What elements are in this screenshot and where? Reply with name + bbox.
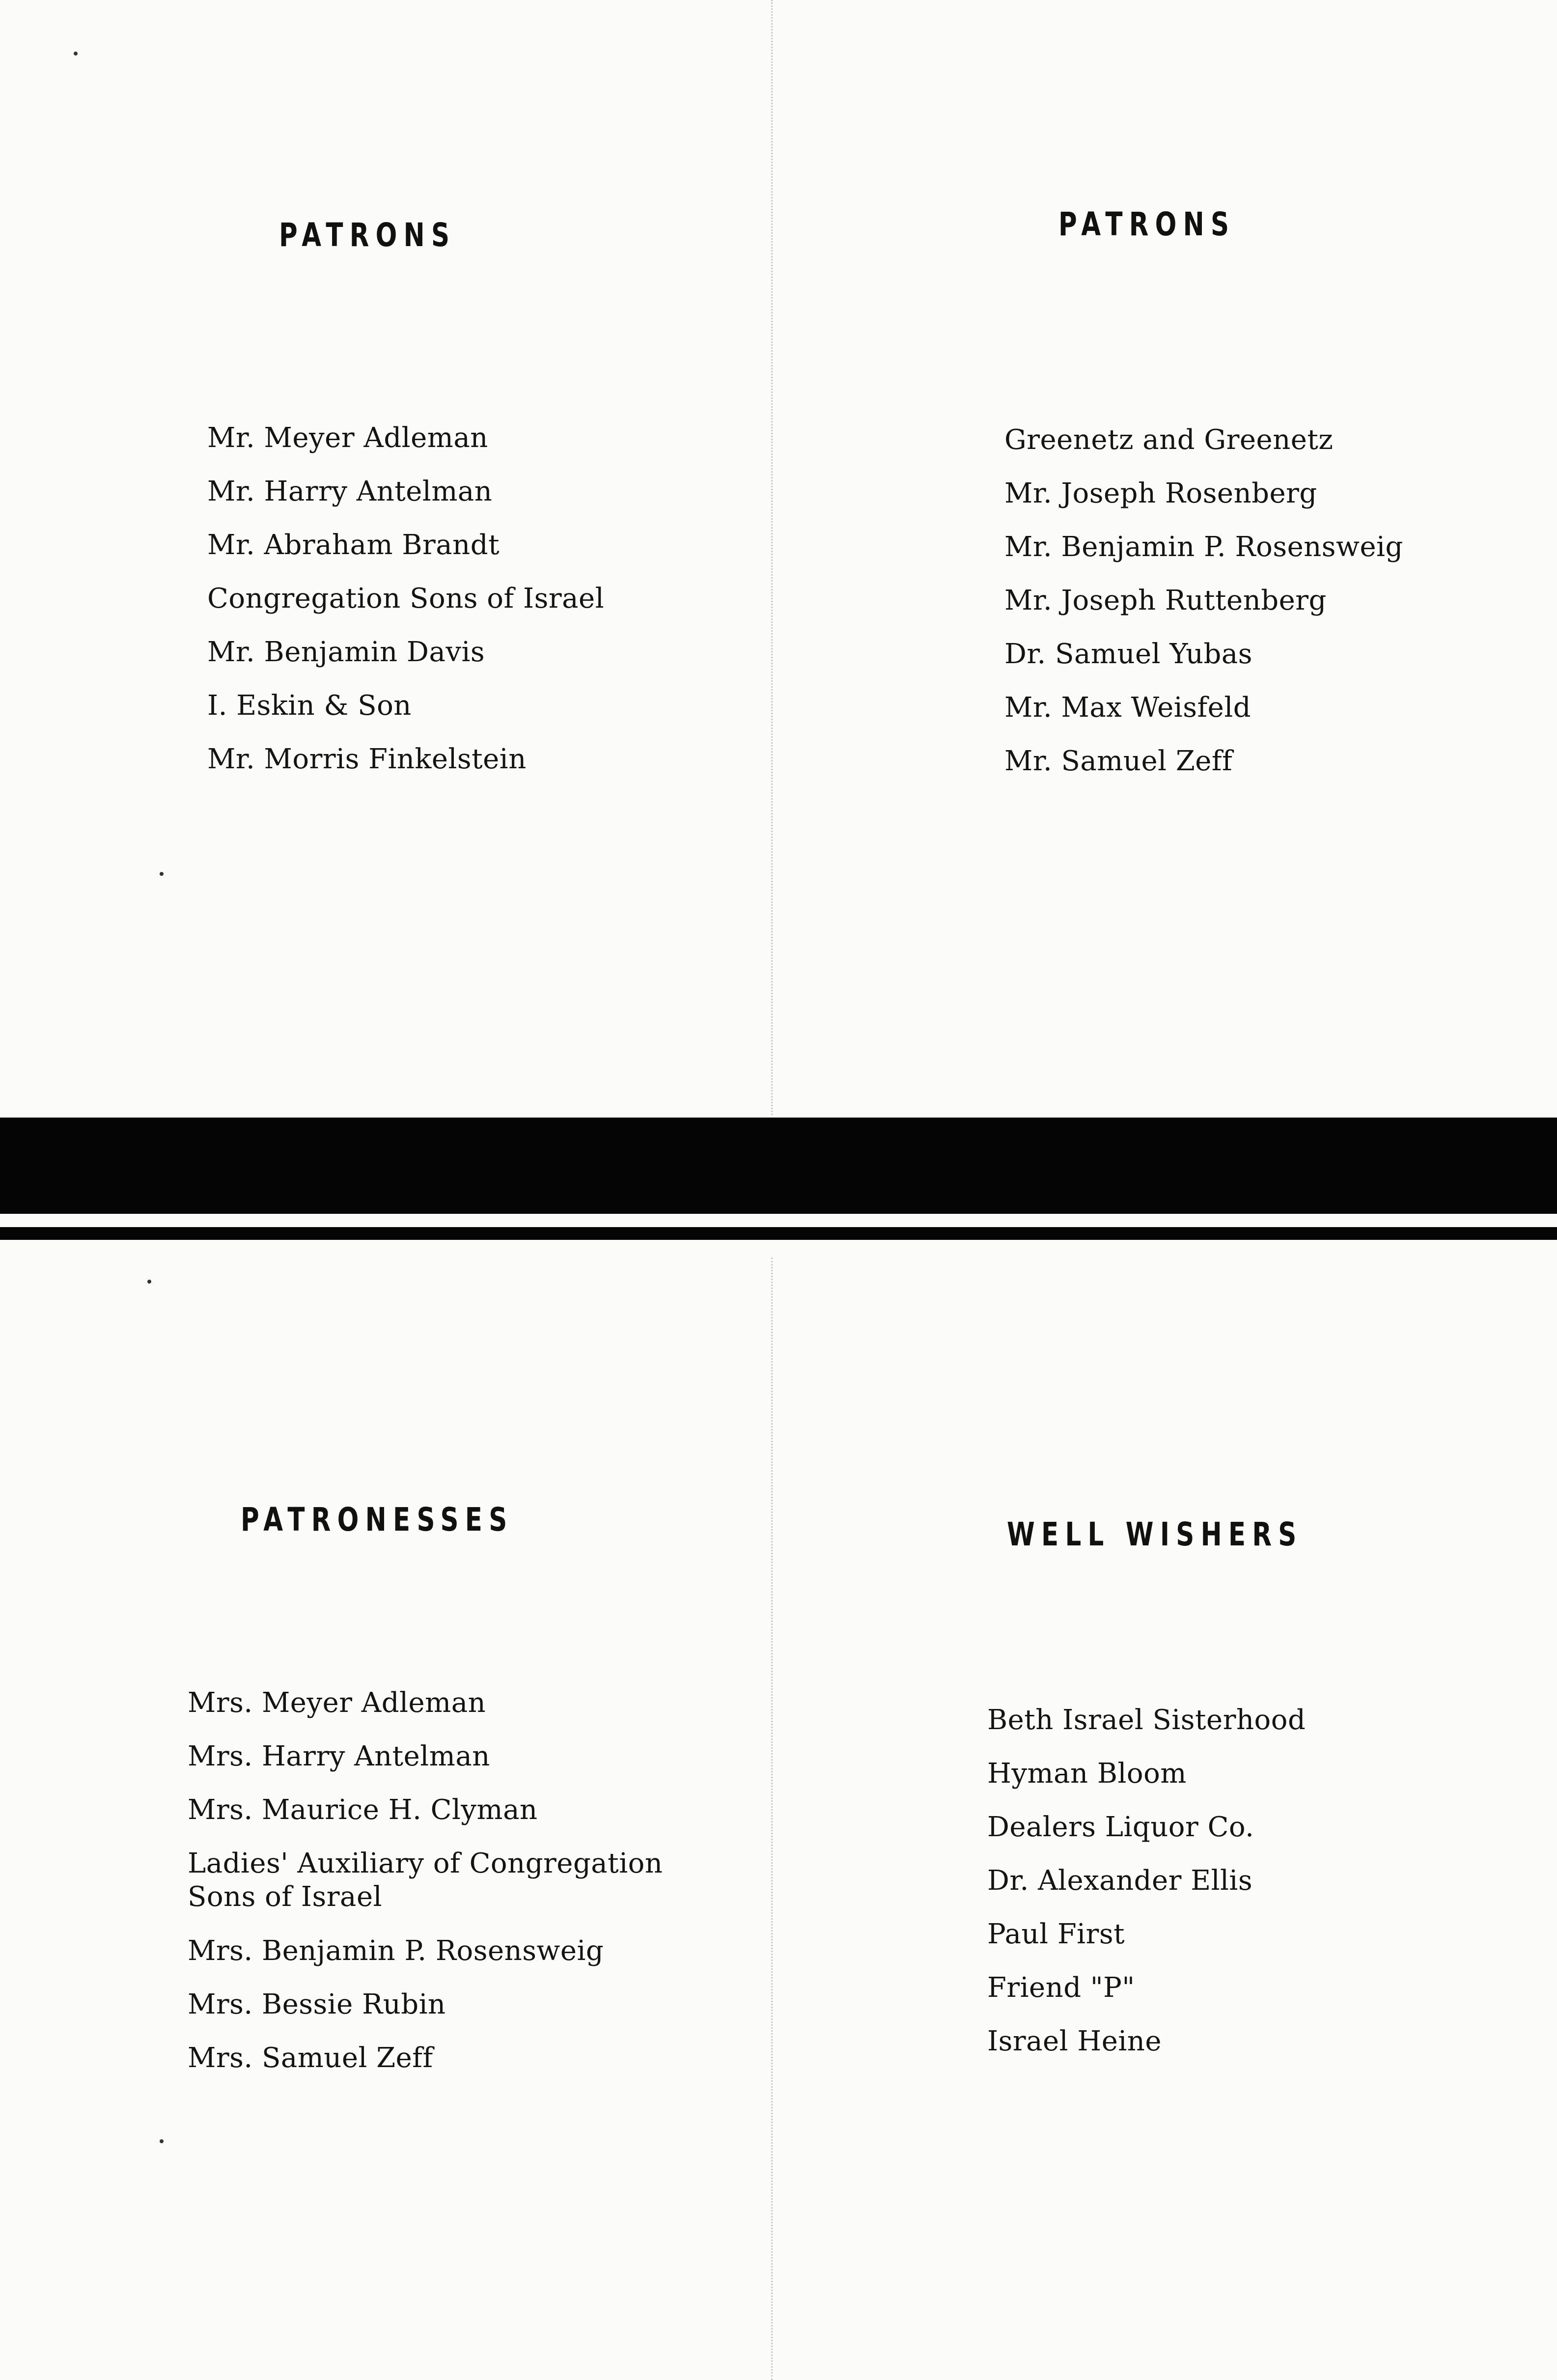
patrons-left-heading: PATRONS: [279, 216, 456, 254]
separator-rule: [0, 1227, 1557, 1240]
list-item: Mr. Joseph Rosenberg: [1004, 477, 1317, 509]
list-item: Mr. Harry Antelman: [207, 476, 493, 507]
list-item: Mrs. Samuel Zeff: [188, 2042, 433, 2074]
list-item: Ladies' Auxiliary of Congregation Sons of Israel: [188, 1848, 663, 1913]
list-item: Dealers Liquor Co.: [987, 1811, 1254, 1843]
list-item: Dr. Samuel Yubas: [1004, 638, 1253, 670]
list-item: Congregation Sons of Israel: [207, 583, 605, 615]
list-item: Mr. Meyer Adleman: [207, 422, 488, 454]
speck-mark: [147, 1280, 151, 1284]
patronesses-list: [188, 1686, 669, 2095]
well-wishers-list: [987, 1704, 1306, 2078]
patronesses-heading: PATRONESSES: [241, 1501, 514, 1539]
well-wishers-heading: WELL WISHERS: [1007, 1515, 1303, 1553]
fold-line-top: [771, 0, 773, 1115]
list-item: Mrs. Harry Antelman: [188, 1740, 490, 1772]
list-item: Mr. Benjamin Davis: [207, 636, 485, 668]
list-item: Mrs. Bessie Rubin: [188, 1988, 446, 2020]
list-item: Mrs. Meyer Adleman: [188, 1687, 486, 1719]
list-item: Friend "P": [987, 1972, 1135, 2004]
list-item: Mr. Joseph Ruttenberg: [1004, 585, 1327, 616]
fold-line-bottom: [771, 1258, 773, 2380]
speck-mark: [160, 872, 164, 876]
list-item: Mr. Morris Finkelstein: [207, 743, 527, 775]
separator-band: [0, 1118, 1557, 1214]
speck-mark: [160, 2139, 164, 2143]
list-item: Paul First: [987, 1918, 1125, 1950]
list-item: Mrs. Benjamin P. Rosensweig: [188, 1935, 604, 1967]
list-item: Greenetz and Greenetz: [1004, 424, 1334, 456]
list-item: Hyman Bloom: [987, 1758, 1187, 1790]
speck-mark: [74, 52, 78, 56]
patrons-right-list: [1004, 423, 1403, 798]
list-item: Dr. Alexander Ellis: [987, 1865, 1253, 1897]
list-item: Mr. Benjamin P. Rosensweig: [1004, 531, 1403, 563]
patrons-left-list: [207, 421, 604, 796]
patrons-right-heading: PATRONS: [1058, 205, 1236, 243]
list-item: Mrs. Maurice H. Clyman: [188, 1794, 538, 1826]
list-item: Israel Heine: [987, 2025, 1162, 2057]
list-item: I. Eskin & Son: [207, 690, 412, 722]
list-item: Mr. Samuel Zeff: [1004, 745, 1233, 777]
list-item: Mr. Max Weisfeld: [1004, 692, 1251, 724]
list-item: Mr. Abraham Brandt: [207, 529, 500, 561]
list-item: Beth Israel Sisterhood: [987, 1704, 1306, 1736]
